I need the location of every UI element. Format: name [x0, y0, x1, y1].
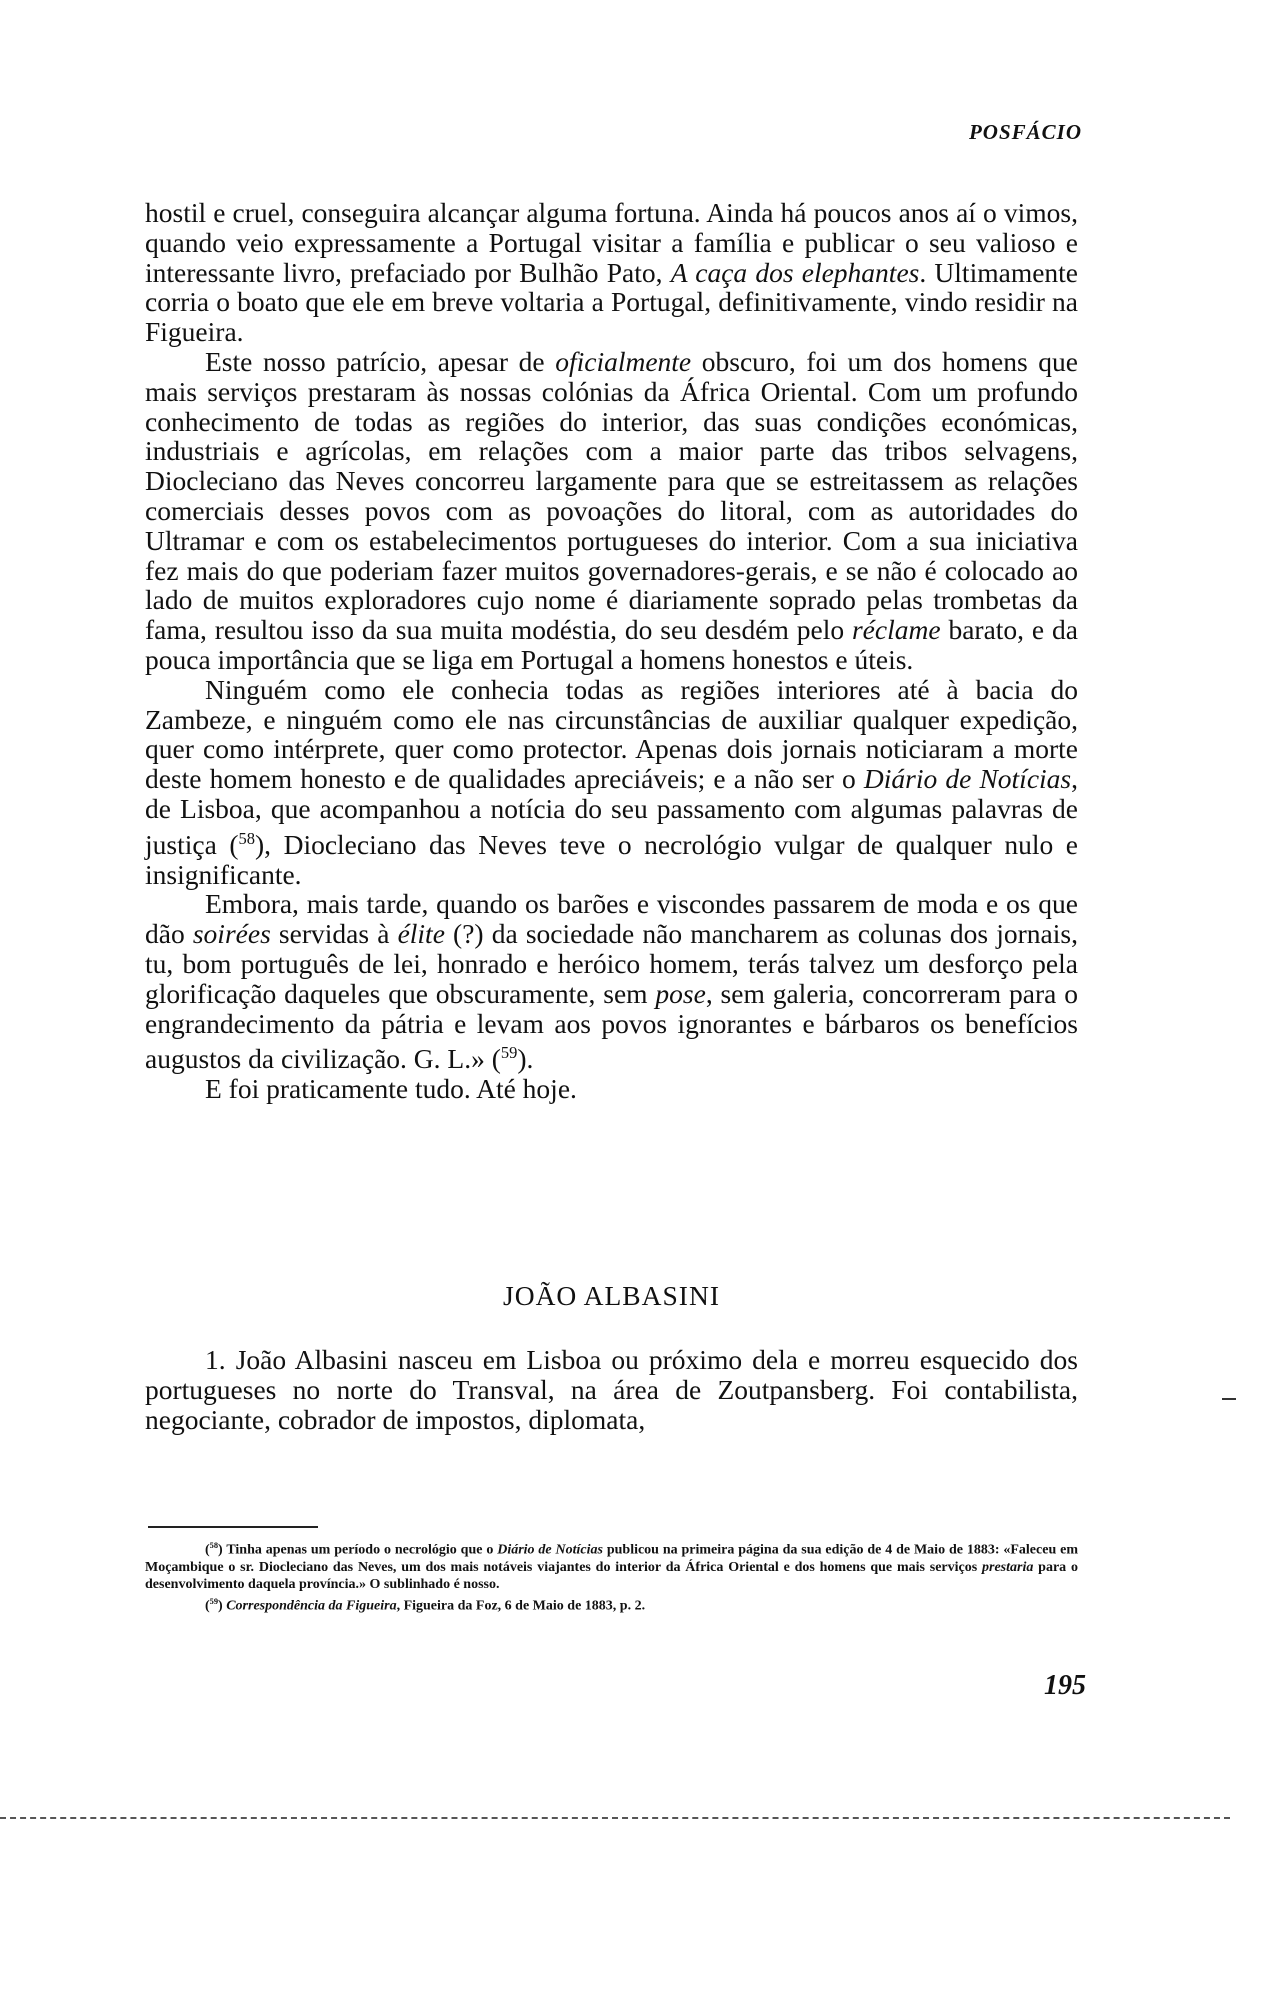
paragraph-segment: Embora, mais tarde, quando os barões e viscondes passarem de moda e os que dão [145, 888, 1078, 950]
footnotes [145, 1537, 1078, 1614]
paragraph [145, 347, 1078, 675]
paragraph-segment: barato, e da pouca importância que se liga em Portugal a homens honestos e úteis. [145, 614, 1078, 675]
footnote-segment: , Figueira da Foz, 6 de Maio de 1883, p. 2. [396, 1598, 646, 1614]
paragraph-segment: soirées [192, 918, 271, 950]
paragraph-segment: hostil e cruel, conseguira alcançar alguma fortuna. Ainda há poucos anos aí o vimos, quando veio expressamente a Portugal visitar a família e publicar o seu valioso e interessante livro, prefaciado por Bulhão Pato, [145, 197, 1078, 288]
paragraph-segment: (?) da sociedade não mancharem as colunas dos jornais, tu, bom português de lei, honrado e heróico homem, terás talvez um desforço pela glorificação daqueles que obscuramente, sem [145, 918, 1078, 1009]
footnote-segment: prestaria [982, 1559, 1034, 1575]
footnote-segment: publicou na primeira página da sua edição de 4 de Maio de 1883: «Faleceu em Moçambique o sr. Diocleciano das Neves, um dos mais notáveis viajantes do interior da África Oriental e dos homens que mais serviços [145, 1542, 1078, 1575]
section-paragraph: 1. João Albasini nasceu em Lisboa ou próximo dela e morreu esquecido dos portugueses no norte do Transval, na área de Zoutpansberg. Foi contabilista, negociante, cobrador de impostos, diplomata, [145, 1344, 1078, 1435]
footnote-segment: para o desenvolvimento daquela província.» O sublinhado é nosso. [145, 1559, 1078, 1592]
margin-mark [1222, 1398, 1236, 1400]
paragraph-segment: réclame [851, 614, 941, 646]
paragraph-segment: Este nosso patrício, apesar de [205, 345, 556, 377]
footnote-segment: Correspondência da Figueira [226, 1598, 397, 1614]
paragraph-segment: Ninguém como ele conhecia todas as regiões interiores até à bacia do Zambeze, e ninguém como ele nas circunstâncias de auxiliar qualquer expedição, quer como intérprete, quer como protector. Apenas dois jornais noticiaram a morte deste homem honesto e de qualidades apreciáveis; e a não ser o [145, 673, 1078, 795]
footnote-segment: ( [205, 1542, 210, 1558]
paragraph-segment: . Ultimamente corria o boato que ele em breve voltaria a Portugal, definitivamente, vindo residir na Figueira. [145, 256, 1079, 348]
paragraph-segment: , de Lisboa, que acompanhou a notícia do seu passamento com algumas palavras de justiça ( [145, 763, 1078, 860]
body-text [145, 198, 1078, 1104]
paragraph-segment: pose [655, 977, 706, 1009]
paragraph [145, 1074, 1078, 1104]
footnote-segment: ) Tinha apenas um período o necrológio que o [218, 1542, 498, 1558]
footnote-segment: 59 [209, 1596, 219, 1606]
paragraph-segment: servidas à [270, 918, 398, 950]
paragraph-segment: ). [517, 1043, 534, 1075]
paragraph-segment: 58 [238, 828, 255, 848]
paragraph [145, 889, 1078, 1074]
paragraph [145, 198, 1078, 347]
footnote-segment: ) [218, 1598, 227, 1614]
footnote-segment: Diário de Notícias [497, 1542, 603, 1558]
footnote [145, 1537, 1078, 1593]
footnote-segment: ( [205, 1598, 210, 1614]
footnote-rule [148, 1526, 318, 1528]
paragraph-segment: Diário de Notícias [863, 763, 1072, 795]
paragraph-segment: oficialmente [555, 345, 692, 377]
footnote-segment: 58 [209, 1541, 219, 1550]
paragraph-segment: E foi praticamente tudo. Até hoje. [205, 1073, 577, 1105]
section-heading: JOÃO ALBASINI [503, 1280, 720, 1311]
scan-artifact-line [0, 1817, 1230, 1819]
paragraph-segment: ), Diocleciano das Neves teve o necrológio vulgar de qualquer nulo e insignificante. [145, 828, 1078, 890]
paragraph-segment: 59 [500, 1043, 518, 1063]
paragraph-segment: obscuro, foi um dos homens que mais serviços prestaram às nossas colónias da África Oriental. Com um profundo conhecimento de todas as regiões do interior, das suas condições económicas, industriais e agrícolas, em relações com a maior parte das tribos selvagens, Diocleciano das Neves concorreu largamente para que se estreitassem as relações comerciais desses povos com as povoações do litoral, com as autoridades do Ultramar e com os estabelecimentos portugueses do interior. Com a sua iniciativa fez mais do que poderiam fazer muitos governadores-gerais, e se não é colocado ao lado de muitos exploradores cujo nome é diariamente soprado pelas trombetas da fama, resultou isso da sua muita modéstia, do seu desdém pelo [145, 345, 1078, 646]
paragraph-segment: A caça dos elephantes [670, 256, 920, 288]
running-head: POSFÁCIO [968, 120, 1082, 144]
section-text [145, 1345, 1078, 1434]
footnote [145, 1593, 1078, 1615]
paragraph-segment: élite [397, 918, 445, 950]
paragraph [145, 675, 1078, 890]
page-number: 195 [1044, 1670, 1086, 1701]
paragraph-segment: , sem galeria, concorreram para o engrandecimento da pátria e levam aos povos ignorantes e bárbaros os benefícios augustos da civilização. G. L.» ( [145, 977, 1078, 1075]
